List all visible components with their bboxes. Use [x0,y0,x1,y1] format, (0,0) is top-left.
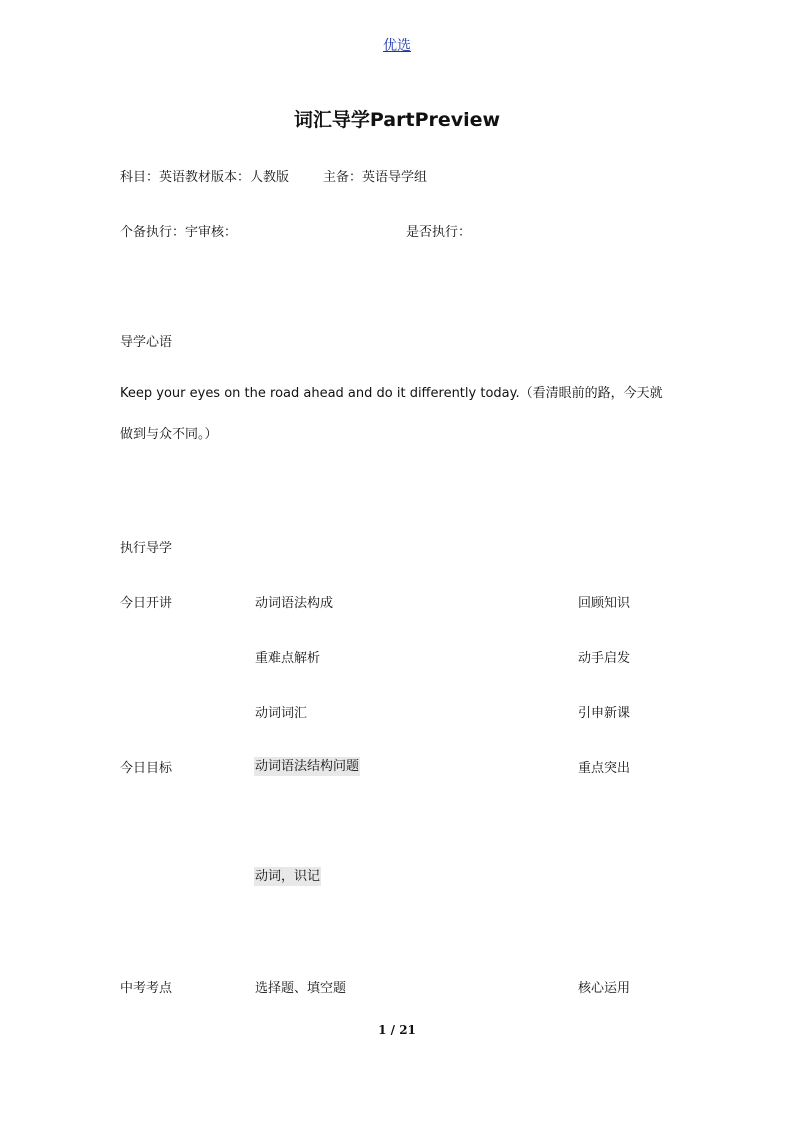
row-tag: 核心运用 [578,981,631,996]
motto-heading: 导学心语 [120,335,173,350]
document-title: 词汇导学PartPreview [293,109,501,131]
row-tag: 动手启发 [578,651,631,666]
row-content-highlighted: 动词语法结构问题 [255,759,360,774]
row-content: 动词语法构成 [255,596,334,611]
row-label: 今日开讲 [120,596,173,611]
executor-reviewer-label: 个备执行：宇审核： [120,225,238,240]
row-content: 重难点解析 [255,651,321,666]
current-page: 1 [378,1023,387,1037]
lead-preparer-info: 主备：英语导学组 [323,170,428,185]
row-content-highlighted: 动词，识记 [255,869,321,884]
guide-heading: 执行导学 [120,541,173,556]
execution-status-label: 是否执行： [406,225,472,240]
row-tag: 重点突出 [578,761,631,776]
row-label: 今日目标 [120,761,173,776]
row-tag: 引申新课 [578,706,631,721]
row-content: 动词词汇 [255,706,308,721]
row-label: 中考考点 [120,981,173,996]
subject-edition-info: 科目：英语教材版本：人教版 [120,170,290,185]
header-link[interactable]: 优选 [383,38,411,54]
motto-text: Keep your eyes on the road ahead and do it differently today.（看清眼前的路，今天就做到与众不同。） [120,386,663,442]
page-number [0,1023,794,1037]
total-pages: / 21 [390,1023,416,1037]
row-content: 选择题、填空题 [255,981,347,996]
row-tag: 回顾知识 [578,596,631,611]
